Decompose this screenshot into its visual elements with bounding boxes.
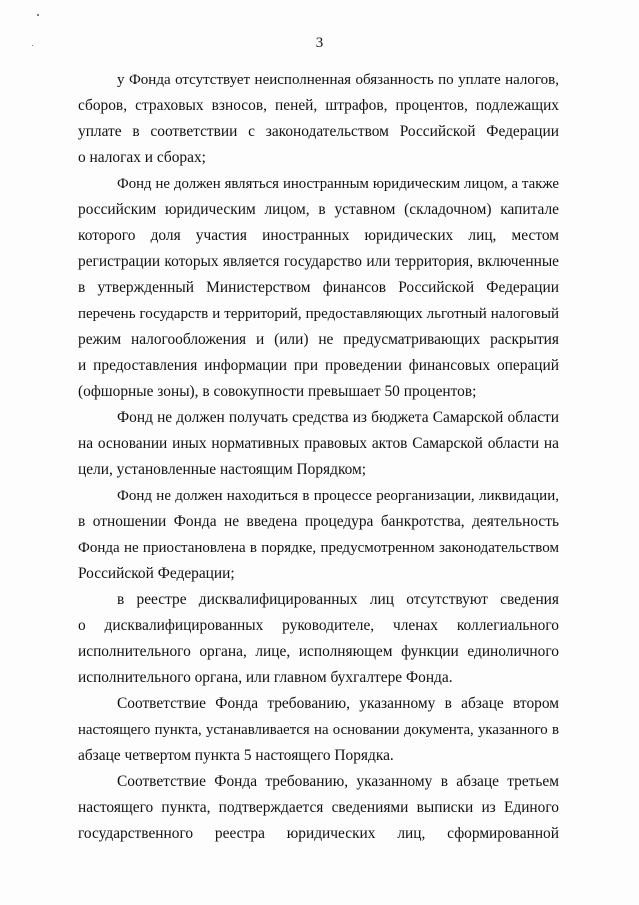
- text-line: Фонда не приостановлена в порядке, предусмотренном законодательством: [78, 540, 559, 556]
- text-line: Фонд не должен получать средства из бюджета Самарской области: [117, 409, 559, 426]
- text-line: регистрации которых является государство или территория, включенные: [78, 253, 559, 270]
- text-line: которого доля участия иностранных юридических лиц, местом: [78, 227, 559, 244]
- text-line: о дисквалифицированных руководителе, членах коллегиального: [78, 617, 559, 634]
- text-line: Соответствие Фонда требованию, указанному в абзаце втором: [117, 695, 559, 712]
- text-line: Фонд не должен находиться в процессе реорганизации, ликвидации,: [117, 488, 559, 504]
- scan-speck: [37, 14, 39, 16]
- text-line: настоящего пункта, подтверждается сведениями выписки из Единого: [78, 799, 559, 816]
- text-line: Фонд не должен являться иностранным юридическим лицом, а также: [117, 176, 559, 192]
- text-line: перечень государств и территорий, предоставляющих льготный налоговый: [78, 306, 559, 322]
- text-line: на основании иных нормативных правовых актов Самарской области на: [78, 435, 559, 452]
- text-line: (офшорные зоны), в совокупности превышает 50 процентов;: [78, 383, 477, 400]
- text-line: исполнительного органа, или главном бухгалтере Фонда.: [78, 669, 453, 686]
- text-line: уплате в соответствии с законодательством Российской Федерации: [78, 123, 559, 140]
- scan-speck: [32, 45, 33, 46]
- text-line: в реестре дисквалифицированных лиц отсутствуют сведения: [117, 591, 559, 608]
- text-line: государственного реестра юридических лиц, сформированной: [78, 825, 559, 842]
- text-line: у Фонда отсутствует неисполненная обязанность по уплате налогов,: [117, 72, 559, 88]
- text-line: режим налогообложения и (или) не предусматривающих раскрытия: [78, 331, 559, 348]
- text-line: сборов, страховых взносов, пеней, штрафов, процентов, подлежащих: [78, 97, 559, 114]
- text-line: абзаце четвертом пункта 5 настоящего Порядка.: [78, 747, 394, 764]
- text-line: в утвержденный Министерством финансов Российской Федерации: [78, 279, 559, 296]
- text-line: о налогах и сборах;: [78, 149, 206, 166]
- text-line: российским юридическим лицом, в уставном (складочном) капитале: [78, 201, 559, 218]
- text-line: Российской Федерации;: [78, 565, 235, 582]
- text-line: цели, установленные настоящим Порядком;: [78, 461, 367, 478]
- page-number: 3: [315, 35, 324, 51]
- text-line: исполнительного органа, лице, исполняющем функции единоличного: [78, 643, 559, 660]
- text-line: Соответствие Фонда требованию, указанному в абзаце третьем: [117, 773, 559, 790]
- text-line: настоящего пункта, устанавливается на основании документа, указанного в: [78, 722, 559, 738]
- text-line: в отношении Фонда не введена процедура банкротства, деятельность: [78, 513, 559, 530]
- text-line: и предоставления информации при проведении финансовых операций: [78, 357, 559, 374]
